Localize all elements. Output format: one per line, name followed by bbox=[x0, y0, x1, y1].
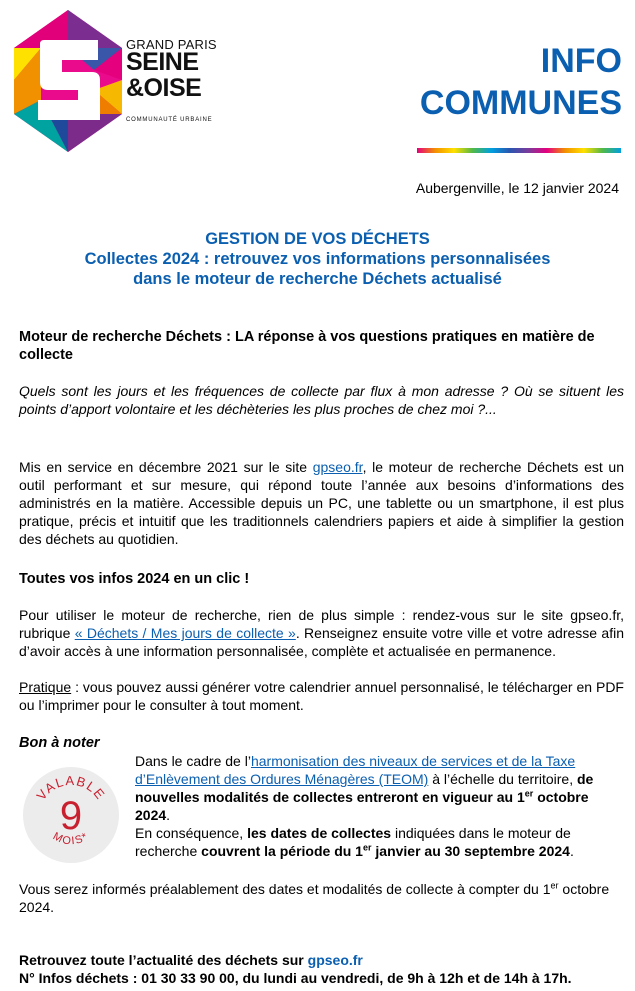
mes-jours-collecte-link[interactable]: « Déchets / Mes jours de collecte » bbox=[74, 625, 296, 641]
harmonisation-teom-link[interactable]: harmonisation des niveaux de services et de la Taxe d’Enlèvement des Ordures Ménagères (TEOM) bbox=[135, 753, 576, 787]
headline bbox=[0, 229, 635, 289]
informes-sup: er bbox=[550, 880, 559, 891]
title-line-communes: COMMUNES bbox=[419, 84, 622, 122]
badge-number: 9 bbox=[59, 794, 83, 838]
harmo-bold-end: octobre 2024 bbox=[135, 789, 589, 823]
consequence-block bbox=[135, 824, 625, 860]
paragraph-informes bbox=[19, 880, 624, 916]
footer-gpseo-link[interactable]: gpseo.fr bbox=[307, 952, 363, 968]
utiliser-text-before: Pour utiliser le moteur de recherche, rien de plus simple : rendez-vous sur le site gpseo.fr, rubrique bbox=[19, 607, 624, 641]
paragraph-pratique bbox=[19, 678, 624, 714]
logo-text-oise: &OISE bbox=[126, 74, 202, 102]
consequence-before: En conséquence, bbox=[135, 825, 248, 841]
pratique-text: : vous pouvez aussi générer votre calendrier annuel personnalisé, le télécharger en PDF ou l’imprimer pour le consulter à tout moment. bbox=[19, 679, 624, 713]
section-title-bon-a-noter: Bon à noter bbox=[19, 735, 100, 751]
badge-valable-text: VALABLE bbox=[33, 772, 109, 803]
title-line-info: INFO bbox=[540, 42, 622, 80]
harmo-text-before: Dans le cadre de l’ bbox=[135, 753, 251, 769]
harmo-text-mid: à l’échelle du territoire, bbox=[428, 771, 577, 787]
paragraph-service bbox=[19, 458, 624, 548]
pratique-label: Pratique bbox=[19, 679, 72, 695]
gpseo-link[interactable]: gpseo.fr bbox=[312, 459, 363, 475]
badge-mois-text: MOIS* bbox=[50, 830, 92, 848]
consequence-bold: les dates de collectes bbox=[247, 825, 392, 841]
consequence-mid: indiquées dans le moteur de recherche bbox=[135, 825, 571, 859]
harmonisation-block bbox=[135, 752, 625, 824]
headline-line3: dans le moteur de recherche Déchets actualisé bbox=[133, 270, 502, 288]
consequence-bold3: janvier au 30 septembre 2024 bbox=[371, 843, 570, 859]
headline-line2: Collectes 2024 : retrouvez vos informations personnalisées bbox=[84, 250, 551, 268]
logo-text-grand-paris: GRAND PARIS bbox=[126, 37, 217, 52]
harmo-bold-sup: er bbox=[524, 788, 534, 799]
date-line: Aubergenville, le 12 janvier 2024 bbox=[415, 180, 619, 196]
retrouvez-text: Retrouvez toute l’actualité des déchets sur bbox=[19, 952, 308, 968]
logo-text-communaute: COMMUNAUTÉ URBAINE bbox=[126, 117, 213, 123]
rainbow-divider bbox=[417, 148, 621, 153]
informes-text: Vous serez informés préalablement des dates et modalités de collecte à compter du 1 bbox=[19, 881, 551, 897]
logo-text-seine: SEINE bbox=[126, 48, 199, 76]
consequence-end: . bbox=[569, 843, 574, 859]
harmo-bold-text: de nouvelles modalités de collectes entreront en vigueur au 1 bbox=[135, 771, 594, 805]
valable-9-mois-badge bbox=[21, 765, 121, 865]
headline-line1: GESTION DE VOS DÉCHETS bbox=[205, 230, 430, 248]
consequence-bold2-sup: er bbox=[362, 842, 372, 853]
info-communes-title bbox=[420, 40, 622, 124]
paragraph-question: Quels sont les jours et les fréquences de collecte par flux à mon adresse ? Où se situent les points d’apport volontaire et les déchèteries les plus proches de chez moi ?... bbox=[19, 383, 624, 417]
utiliser-text-after: . Renseignez ensuite votre ville et votre adresse afin d’avoir accès à une information personnalisée, complète et actualisée en permanence. bbox=[19, 625, 624, 659]
informes-end: octobre 2024. bbox=[19, 881, 610, 915]
service-text-after: , le moteur de recherche Déchets est un outil performant et sur mesure, qui répond toute l’année aux besoins d’informations des administrés en la matière. Accessible depuis un PC, une tablette ou un smartphone, il est plus pratique, précis et intuitif que les traditionnels calendriers papiers et aide à simplifier la gestion des déchets au quotidien. bbox=[19, 459, 624, 547]
section-title-clic: Toutes vos infos 2024 en un clic ! bbox=[19, 571, 250, 587]
consequence-bold2: couvrent la période du 1 bbox=[201, 843, 363, 859]
service-text-before: Mis en service en décembre 2021 sur le site bbox=[19, 459, 313, 475]
paragraph-utiliser bbox=[19, 606, 624, 660]
harmo-end: . bbox=[166, 807, 171, 823]
footer-retrouvez bbox=[19, 951, 624, 969]
section-title-moteur: Moteur de recherche Déchets : LA réponse à vos questions pratiques en matière de collecte bbox=[19, 329, 595, 363]
paragraph-harmonisation bbox=[135, 752, 625, 860]
footer-infos-dechets: N° Infos déchets : 01 30 33 90 00, du lundi au vendredi, de 9h à 12h et de 14h à 17h. bbox=[19, 970, 572, 986]
